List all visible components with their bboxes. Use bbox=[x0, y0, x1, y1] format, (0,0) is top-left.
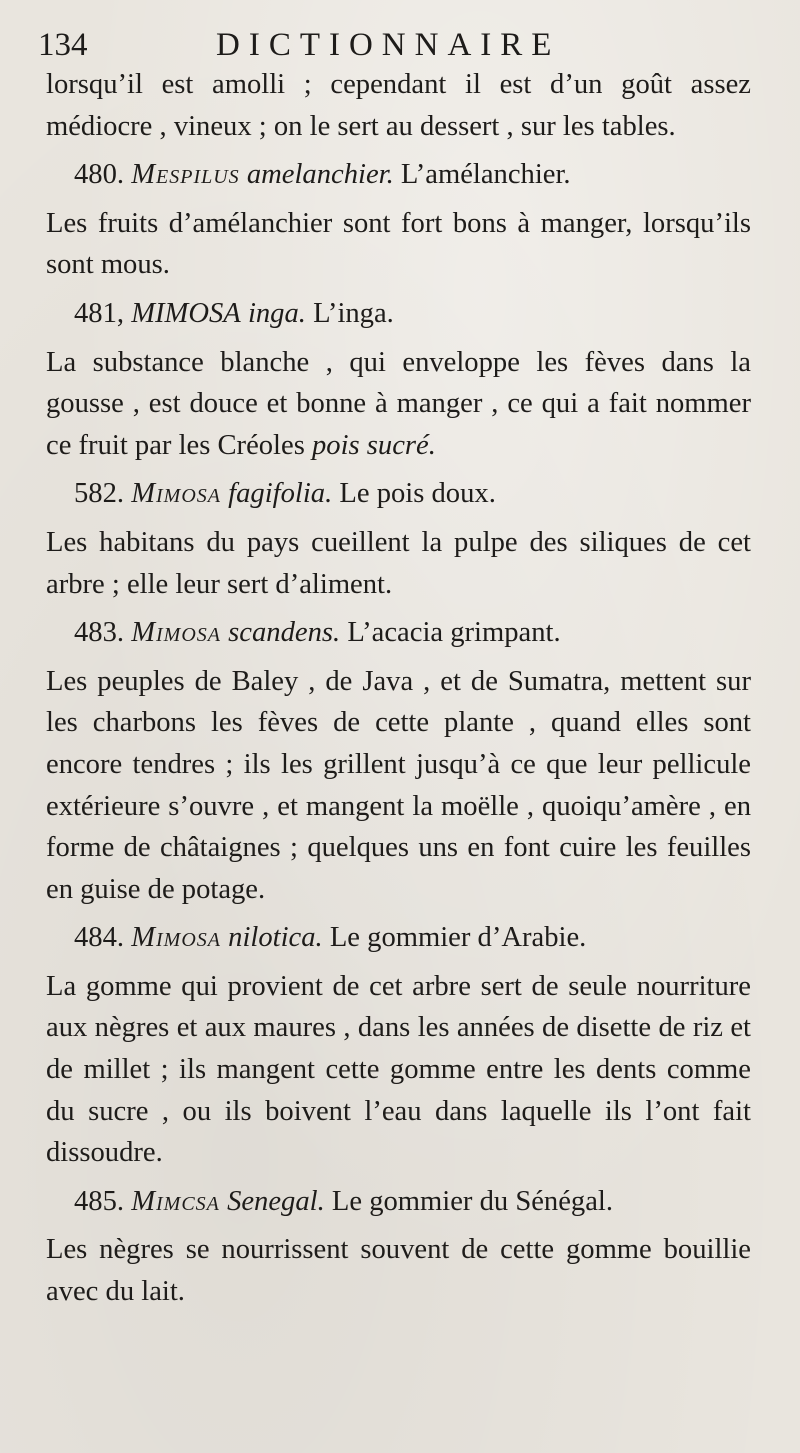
entry-genus: Mimosa bbox=[131, 922, 222, 954]
entry-common-name: Le gommier du Sénégal. bbox=[331, 1185, 613, 1217]
entry-genus: Mimosa bbox=[131, 478, 222, 510]
entry-species: inga. bbox=[247, 297, 306, 329]
entry-number: 582. bbox=[74, 478, 125, 510]
entry-heading-484 bbox=[46, 917, 751, 959]
entry-number: 484. bbox=[74, 922, 125, 954]
entry-genus: Mimosa bbox=[131, 617, 222, 649]
running-head bbox=[38, 22, 742, 68]
entry-species: nilotica. bbox=[228, 922, 323, 954]
page-number: 134 bbox=[38, 27, 88, 63]
entry-description-483: Les peuples de Baley , de Java , et de Sumatra, mettent sur les charbons les fèves de cette plante , quand elles sont encore tendres ; ils les grillent jusqu’à ce que leur pellicule extérieure s’ouvre , et mangent la moëlle , quoiqu’amère , en forme de châtaignes ; quelques uns en font cuire les feuilles en guise de potage. bbox=[46, 665, 751, 905]
entry-species: scandens. bbox=[228, 617, 341, 649]
entry-number: 483. bbox=[74, 617, 125, 649]
entry-genus: MIMOSA bbox=[131, 297, 241, 329]
entry-description-481 bbox=[46, 342, 751, 467]
entry-description-emphasis: pois sucré. bbox=[311, 429, 436, 461]
entry-common-name: Le pois doux. bbox=[339, 478, 496, 510]
entry-number: 480. bbox=[74, 159, 125, 191]
entry-species: amelanchier. bbox=[246, 159, 394, 191]
entry-description-485: Les nègres se nourrissent souvent de cette gomme bouillie avec du lait. bbox=[46, 1234, 751, 1308]
entry-number: 485. bbox=[74, 1185, 125, 1217]
entry-genus: Mimcsa bbox=[131, 1185, 220, 1217]
entry-number: 481, bbox=[74, 297, 125, 329]
entry-description-480: Les fruits d’amélanchier sont fort bons à manger, lorsqu’ils sont mous. bbox=[46, 207, 751, 281]
page-text bbox=[46, 64, 751, 1313]
entry-heading-480 bbox=[46, 154, 751, 196]
entry-description-text: La substance blanche , qui enveloppe les fèves dans la gousse , est douce et bonne à manger , ce qui a fait nommer ce fruit par les Créoles bbox=[46, 346, 751, 461]
entry-common-name: L’inga. bbox=[313, 297, 394, 329]
entry-description-582: Les habitans du pays cueillent la pulpe des siliques de cet arbre ; elle leur sert d’aliment. bbox=[46, 526, 751, 600]
entry-description-484: La gomme qui provient de cet arbre sert de seule nourriture aux nègres et aux maures , dans les années de disette de riz et de millet ; ils mangent cette gomme entre les dents comme du sucre , ou ils boivent l’eau dans laquelle ils l’ont fait dissoudre. bbox=[46, 970, 751, 1169]
entry-heading-582 bbox=[46, 473, 751, 515]
running-title: DICTIONNAIRE bbox=[216, 27, 561, 63]
entry-heading-483 bbox=[46, 612, 751, 654]
entry-heading-485 bbox=[46, 1181, 751, 1223]
entry-common-name: L’acacia grimpant. bbox=[347, 617, 561, 649]
entry-heading-481 bbox=[46, 293, 751, 335]
continued-paragraph: lorsqu’il est amolli ; cependant il est d’un goût assez médiocre , vineux ; on le sert au dessert , sur les tables. bbox=[46, 69, 751, 142]
entry-species: Senegal. bbox=[227, 1185, 325, 1217]
entry-common-name: Le gommier d’Arabie. bbox=[329, 922, 587, 954]
entry-common-name: L’amélanchier. bbox=[400, 159, 571, 191]
entry-species: fagifolia. bbox=[228, 478, 333, 510]
entry-genus: Mespilus bbox=[131, 159, 240, 191]
